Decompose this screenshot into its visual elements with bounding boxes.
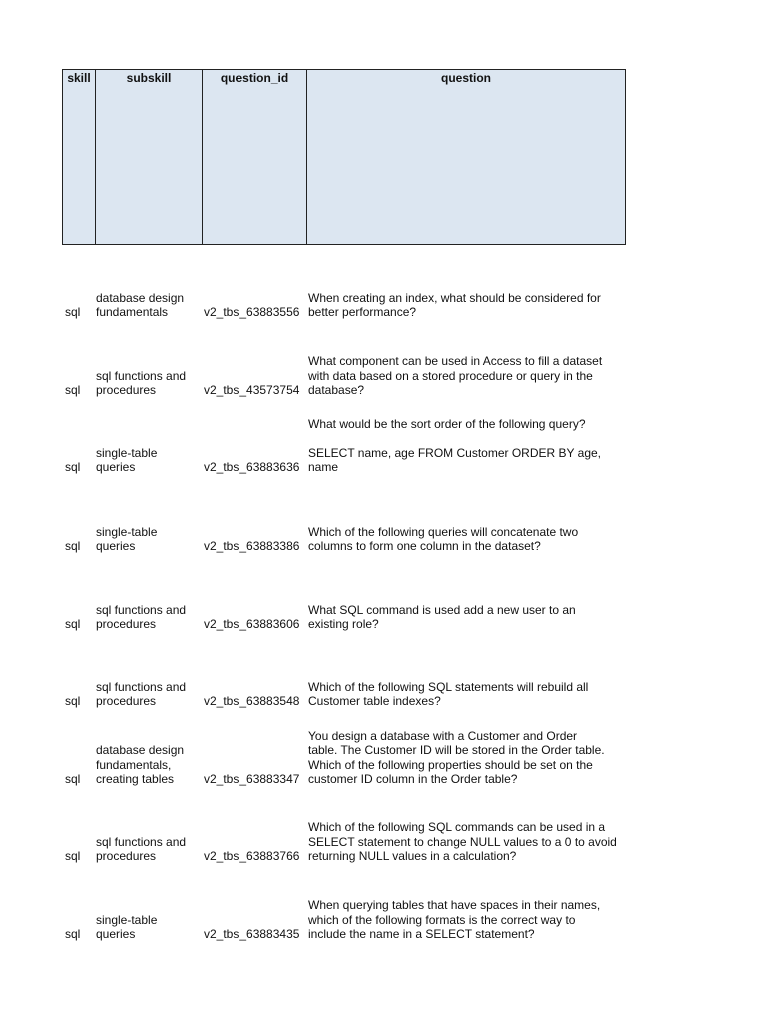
cell-skill	[65, 812, 93, 864]
subskill-line: single-table	[96, 912, 158, 927]
subskill-line: queries	[96, 460, 136, 475]
question-line: better performance?	[308, 305, 417, 320]
question-line: table. The Customer ID will be stored in the Order table.	[308, 743, 605, 758]
table-row	[0, 672, 768, 709]
cell-subskill	[96, 416, 202, 475]
table-row	[0, 812, 768, 864]
cell-question-id	[204, 888, 308, 942]
subskill-line: sql functions and	[96, 679, 187, 694]
cell-question-id	[204, 672, 308, 709]
header-row	[62, 69, 626, 245]
subskill-line: procedures	[96, 617, 157, 632]
question-line	[308, 431, 628, 446]
question-line: existing role?	[308, 617, 379, 632]
cell-skill	[65, 888, 93, 942]
cell-question-id	[204, 724, 308, 787]
cell-subskill	[96, 346, 202, 398]
question-line: Which of the following SQL statements will rebuild all	[308, 679, 589, 694]
question-line: SELECT name, age FROM Customer ORDER BY age,	[308, 445, 601, 460]
question-id-text: v2_tbs_63883556	[204, 305, 300, 320]
question-id-text: v2_tbs_63883606	[204, 617, 300, 632]
header-question: question	[441, 71, 491, 85]
cell-skill	[65, 724, 93, 787]
question-id-text: v2_tbs_63883386	[204, 539, 300, 554]
subskill-line: fundamentals	[96, 305, 169, 320]
cell-question-id	[204, 346, 308, 398]
cell-subskill	[96, 516, 202, 554]
skill-text: sql	[65, 539, 81, 554]
question-line: with data based on a stored procedure or query in the	[308, 368, 593, 383]
question-line: columns to form one column in the dataset?	[308, 539, 541, 554]
question-line: When creating an index, what should be considered for	[308, 290, 601, 305]
question-line: Which of the following properties should be set on the	[308, 757, 593, 772]
subskill-line: sql functions and	[96, 834, 187, 849]
table-row	[0, 516, 768, 554]
skill-text: sql	[65, 849, 81, 864]
skill-text: sql	[65, 617, 81, 632]
table-row	[0, 346, 768, 398]
cell-subskill	[96, 594, 202, 632]
cell-subskill	[96, 724, 202, 787]
cell-skill	[65, 282, 93, 320]
cell-question-id	[204, 516, 308, 554]
question-id-text: v2_tbs_63883636	[204, 460, 300, 475]
cell-question-id	[204, 594, 308, 632]
cell-subskill	[96, 812, 202, 864]
subskill-line: procedures	[96, 694, 157, 709]
skill-text: sql	[65, 772, 81, 787]
cell-skill	[65, 672, 93, 709]
cell-question	[308, 516, 628, 554]
question-id-text: v2_tbs_43573754	[204, 383, 300, 398]
table-row	[0, 282, 768, 320]
table-row	[0, 724, 768, 787]
skill-text: sql	[65, 383, 81, 398]
question-line: returning NULL values in a calculation?	[308, 849, 517, 864]
subskill-line: fundamentals,	[96, 757, 172, 772]
cell-skill	[65, 346, 93, 398]
question-line: Which of the following queries will concatenate two	[308, 524, 579, 539]
question-line: What would be the sort order of the following query?	[308, 416, 586, 431]
subskill-line: procedures	[96, 849, 157, 864]
question-line: You design a database with a Customer and Order	[308, 728, 578, 743]
cell-subskill	[96, 888, 202, 942]
cell-question	[308, 724, 628, 787]
question-line: What SQL command is used add a new user to an	[308, 602, 576, 617]
table-row	[0, 416, 768, 475]
question-line: name	[308, 460, 339, 475]
subskill-line: single-table	[96, 445, 158, 460]
header-subskill: subskill	[96, 70, 203, 244]
subskill-line: single-table	[96, 524, 158, 539]
header-question-id: question_id	[203, 70, 307, 244]
question-line: database?	[308, 383, 365, 398]
question-line: SELECT statement to change NULL values to a 0 to avoid	[308, 834, 617, 849]
question-line: which of the following formats is the correct way to	[308, 912, 576, 927]
cell-question	[308, 812, 628, 864]
cell-question	[308, 888, 628, 942]
table-row	[0, 594, 768, 632]
skill-text: sql	[65, 460, 81, 475]
cell-question	[308, 672, 628, 709]
subskill-line: queries	[96, 539, 136, 554]
header-skill: skill	[63, 70, 96, 244]
subskill-line: sql functions and	[96, 602, 187, 617]
skill-text: sql	[65, 305, 81, 320]
cell-question	[308, 346, 628, 398]
cell-subskill	[96, 282, 202, 320]
question-line: When querying tables that have spaces in their names,	[308, 898, 601, 913]
subskill-line: database design	[96, 290, 185, 305]
subskill-line: procedures	[96, 383, 157, 398]
cell-skill	[65, 594, 93, 632]
question-line: customer ID column in the Order table?	[308, 772, 518, 787]
cell-question-id	[204, 282, 308, 320]
question-line: include the name in a SELECT statement?	[308, 927, 535, 942]
cell-question-id	[204, 416, 308, 475]
cell-question	[308, 282, 628, 320]
cell-skill	[65, 416, 93, 475]
cell-question-id	[204, 812, 308, 864]
subskill-line: database design	[96, 743, 185, 758]
subskill-line: creating tables	[96, 772, 175, 787]
question-line: What component can be used in Access to fill a dataset	[308, 354, 603, 369]
question-id-text: v2_tbs_63883766	[204, 849, 300, 864]
question-id-text: v2_tbs_63883435	[204, 927, 300, 942]
cell-question	[308, 416, 628, 475]
cell-question	[308, 594, 628, 632]
table-row	[0, 888, 768, 942]
subskill-line: sql functions and	[96, 368, 187, 383]
skill-text: sql	[65, 694, 81, 709]
subskill-line: queries	[96, 927, 136, 942]
cell-skill	[65, 516, 93, 554]
cell-subskill	[96, 672, 202, 709]
question-line: Which of the following SQL commands can be used in a	[308, 820, 606, 835]
question-line: Customer table indexes?	[308, 694, 441, 709]
question-id-text: v2_tbs_63883548	[204, 694, 300, 709]
question-id-text: v2_tbs_63883347	[204, 772, 300, 787]
skill-text: sql	[65, 927, 81, 942]
